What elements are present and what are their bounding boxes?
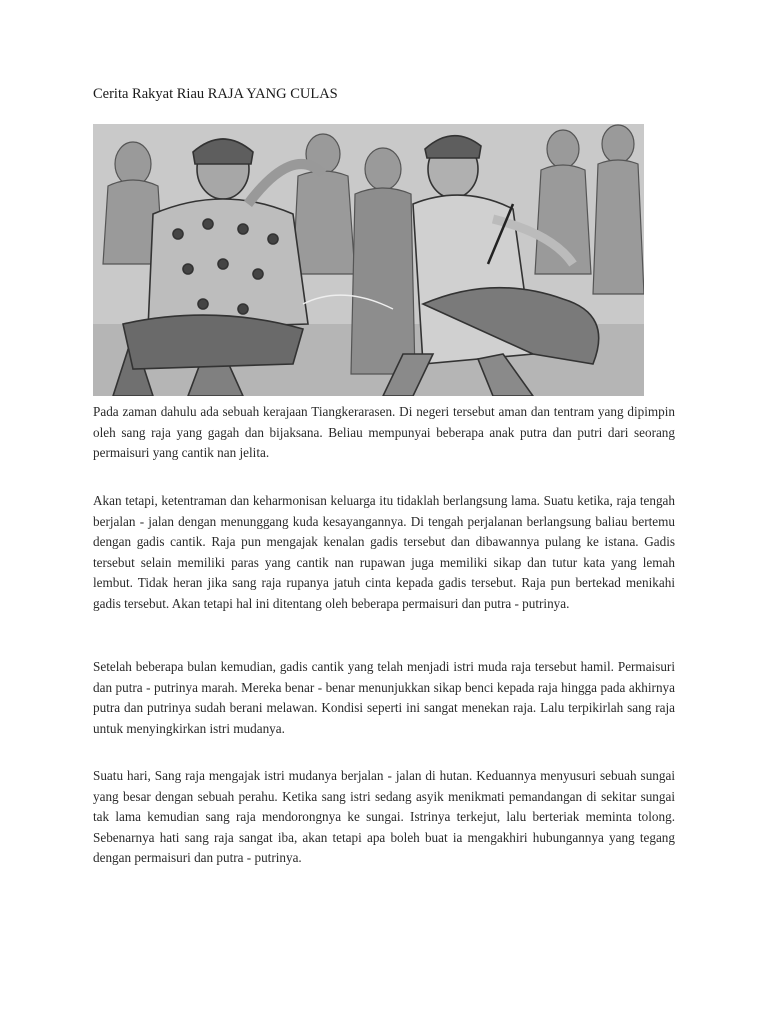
- paragraph-1: Pada zaman dahulu ada sebuah kerajaan Tiangkerarasen. Di negeri tersebut aman dan tentram yang dipimpin oleh sang raja yang gagah dan bijaksana. Beliau mempunyai beberapa anak putra dan putri dari seorang permaisuri yang cantik nan jelita.: [93, 404, 675, 461]
- paragraph-4: Suatu hari, Sang raja mengajak istri mudanya berjalan - jalan di hutan. Keduannya menyusuri sebuah sungai yang besar dengan sebuah perahu. Ketika sang istri sedang asyik menikmati pemandangan di sekitar sungai tak lama kemudian sang raja mendorongnya ke sungai. Istrinya terkejut, lalu berteriak meminta tolong. Sebenarnya hati sang raja sangat iba, akan tetapi apa boleh buat ia mengakhiri hubungannya yang tegang dengan permaisuri dan putra - putrinya.: [93, 768, 675, 866]
- page-title: Cerita Rakyat Riau RAJA YANG CULAS: [93, 86, 338, 102]
- paragraph-2: Akan tetapi, ketentraman dan keharmonisan keluarga itu tidaklah berlangsung lama. Suatu ketika, raja tengah berjalan - jalan dengan menunggang kuda kesayangannya. Di tengah perjalanan berlangsung baliau bertemu dengan gadis cantik. Raja pun mengajak kenalan gadis tersebut dan dibawannya pulang ke istana. Gadis tersebut selain memiliki paras yang cantik nan rupawan juga memiliki sikap dan tutur kata yang lemah lembut. Tidak heran jika sang raja rupanya jatuh cinta kepada gadis tersebut. Raja pun bertekad menikahi gadis tersebut. Akan tetapi hal ini ditentang oleh beberapa permaisuri dan putra - putrinya.: [93, 493, 675, 611]
- illustration-icon: [93, 124, 644, 396]
- paragraph-3: Setelah beberapa bulan kemudian, gadis cantik yang telah menjadi istri muda raja tersebut hamil. Permaisuri dan putra - putrinya marah. Mereka benar - benar menunjukkan sikap benci kepada raja hingga pada akhirnya putra dan putrinya sudah berani melawan. Kondisi seperti ini sangat menekan raja. Lalu terpikirlah sang raja untuk menyingkirkan istri mudanya.: [93, 659, 675, 736]
- folk-tale-illustration: [93, 124, 644, 396]
